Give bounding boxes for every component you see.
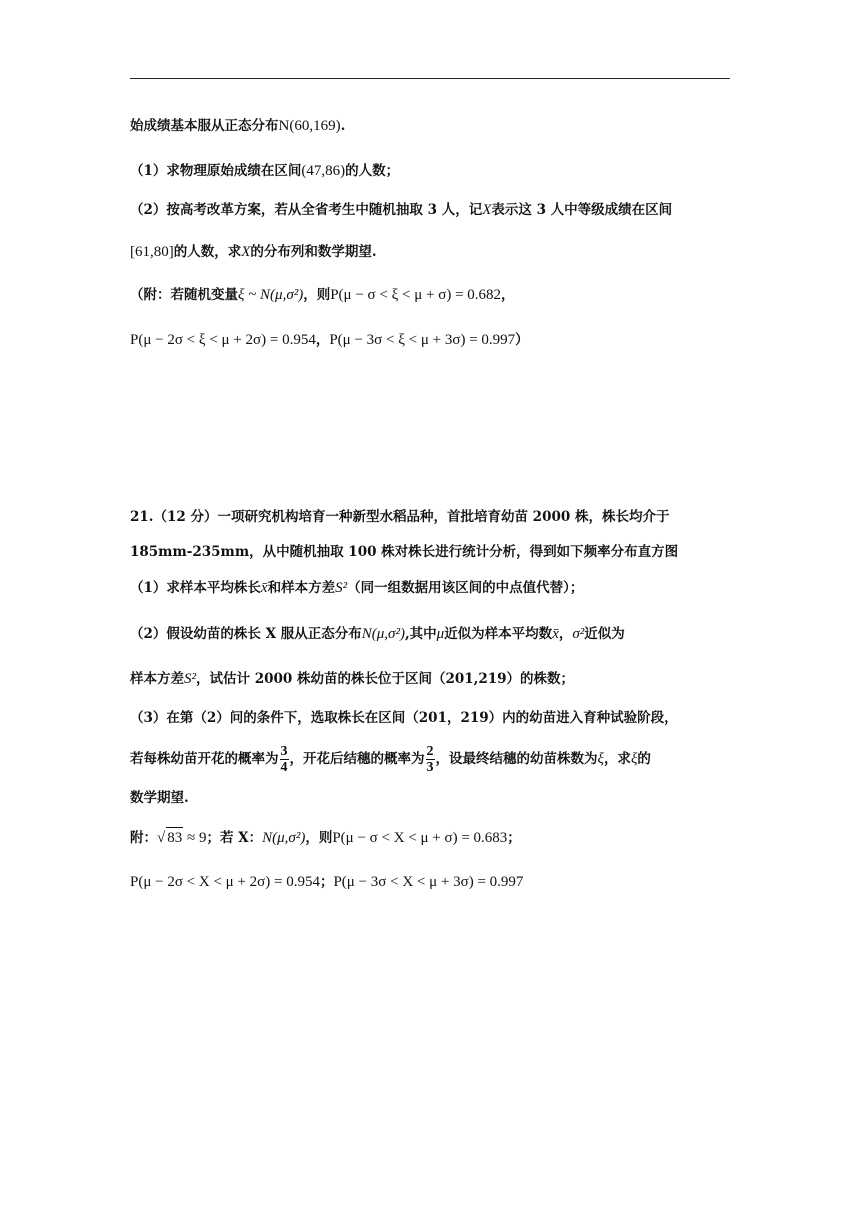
- prev-intro-line: [130, 116, 740, 136]
- p21-q1-c: （同一组数据用该区间的中点值代替）；: [347, 580, 584, 596]
- header-rule: [130, 78, 730, 79]
- prev-q2-var-2: X: [241, 244, 251, 260]
- p21-q3-g: 数学期望.: [130, 790, 189, 806]
- prev-intro-end: .: [340, 118, 346, 134]
- sqrt-approx: ≈ 9: [186, 830, 207, 846]
- p21-header-line: [130, 507, 740, 527]
- prev-q1-num: （1）: [130, 163, 167, 179]
- semicolon: ；: [507, 830, 521, 846]
- prev-q1-end: 的人数；: [345, 163, 400, 179]
- p21-header2: 185mm-235mm，从中随机抽取 100 株对株长进行统计分析，得到如下频率分布直方图: [130, 544, 679, 560]
- p21-q3-d: ，设最终结穗的幼苗株数为: [435, 751, 598, 767]
- p21-prob-two-sigma: P(μ − 2σ < X < μ + 2σ) = 0.954: [130, 874, 320, 890]
- p21-appendix-c: ，则: [305, 830, 333, 846]
- xi-symbol-2: ξ: [630, 751, 638, 767]
- fraction-two-thirds: [426, 744, 435, 775]
- prev-q2-line2: [130, 242, 740, 262]
- comma-2: ，: [315, 332, 330, 348]
- p21-prob-one-sigma: P(μ − σ < X < μ + σ) = 0.683: [332, 830, 508, 846]
- p21-header-line2: [130, 542, 740, 562]
- p21-q3-c: ，开花后结穗的概率为: [289, 751, 425, 767]
- p21-q2-c: 近似为样本平均数: [444, 626, 553, 642]
- prev-q2-var: X: [482, 202, 492, 218]
- normal-dist-expr: N(60,169): [278, 118, 341, 134]
- semicolon-2: ；: [319, 874, 334, 890]
- fraction-denominator: 4: [280, 760, 288, 775]
- p21-q2-f: ，试估计 2000 株幼苗的株长位于区间（201,219）的株数；: [196, 671, 575, 687]
- p21-q2-line2: [130, 669, 740, 689]
- sample-variance-symbol: S²: [335, 580, 348, 596]
- p21-q1-a: （1）求样本平均株长: [130, 580, 261, 596]
- fraction-denominator-2: 3: [426, 760, 434, 775]
- p21-q3-line3: [130, 788, 740, 808]
- p21-appendix-line: [130, 827, 740, 848]
- prev-q2-text: 按高考改革方案，若从全省考生中随机抽取 3 人，记: [166, 202, 483, 218]
- p21-q1-b: 和样本方差: [267, 580, 336, 596]
- prev-q2-line: [130, 200, 740, 220]
- p21-normal-dist: N(μ,σ²): [361, 626, 405, 642]
- p21-q3-b: 若每株幼苗开花的概率为: [130, 751, 279, 767]
- p21-appendix-label: 附：: [130, 830, 157, 846]
- prev-q2-interval: [61,80]: [130, 244, 174, 260]
- prev-appendix-line: [130, 285, 740, 305]
- p21-q3-a: （3）在第（2）问的条件下，选取株长在区间（201，219）内的幼苗进入育种试验阶段，: [130, 710, 678, 726]
- xi-symbol: ξ: [597, 751, 604, 767]
- p21-appendix-dist: N(μ,σ²): [262, 830, 306, 846]
- p21-q3-e: ，求: [603, 751, 631, 767]
- prev-q2-text4: 的分布列和数学期望.: [250, 244, 377, 260]
- prev-q2-num: （2）: [130, 202, 167, 218]
- sample-variance-symbol-2: S²: [184, 671, 196, 687]
- p21-prob-three-sigma: P(μ − 3σ < X < μ + 3σ) = 0.997: [333, 874, 524, 890]
- p21-appendix-b: ；若 X：: [206, 830, 263, 846]
- p21-q2-line: [130, 624, 740, 644]
- prev-appendix-rv: ξ ~ N(μ,σ²): [238, 287, 304, 303]
- p21-header: 21.（12 分）一项研究机构培育一种新型水稻品种，首批培育幼苗 2000 株，株长均介于: [130, 509, 670, 525]
- prev-q2-text3: 的人数，求: [173, 244, 242, 260]
- sigma-squared-symbol: σ²: [572, 626, 585, 642]
- p21-appendix-line2: [130, 872, 740, 892]
- p21-q2-e: 样本方差: [130, 671, 184, 687]
- sqrt-argument: 83: [166, 827, 183, 848]
- prev-q1-line: [130, 161, 740, 181]
- prev-intro-text: 始成绩基本服从正态分布: [130, 118, 279, 134]
- p21-q2-b: ,其中: [404, 626, 437, 642]
- p21-q1-line: [130, 578, 740, 598]
- fraction-three-quarters: [280, 744, 289, 775]
- p21-q2-d: 近似为: [584, 626, 625, 642]
- prev-q2-text2: 表示这 3 人中等级成绩在区间: [491, 202, 673, 218]
- close-paren: ）: [515, 332, 529, 348]
- prev-q1-text: 求物理原始成绩在区间: [166, 163, 302, 179]
- p21-q3-f: 的: [637, 751, 651, 767]
- p21-q3-line2: [130, 742, 740, 776]
- sqrt-expression: √ 83 ≈ 9: [157, 830, 206, 846]
- mu-symbol: μ: [436, 626, 445, 642]
- p21-q2-a: （2）假设幼苗的株长 X 服从正态分布: [130, 626, 362, 642]
- sample-mean-symbol-2: x̄: [552, 626, 559, 642]
- prob-one-sigma: P(μ − σ < ξ < μ + σ) = 0.682: [330, 287, 502, 303]
- fraction-numerator-2: 2: [426, 744, 434, 759]
- prob-two-sigma: P(μ − 2σ < ξ < μ + 2σ) = 0.954: [130, 332, 316, 348]
- fraction-numerator: 3: [280, 744, 288, 759]
- prev-appendix-prefix: （附：若随机变量: [130, 287, 238, 303]
- p21-q3-line: [130, 708, 740, 728]
- prev-q1-interval: (47,86): [301, 163, 346, 179]
- p21-q2-comma: ，: [558, 626, 573, 642]
- prev-appendix-line2: [130, 330, 740, 350]
- prev-appendix-then: ，则: [303, 287, 331, 303]
- comma: ，: [501, 287, 515, 303]
- sample-mean-symbol: x̄: [260, 580, 268, 596]
- prob-three-sigma: P(μ − 3σ < ξ < μ + 3σ) = 0.997: [329, 332, 516, 348]
